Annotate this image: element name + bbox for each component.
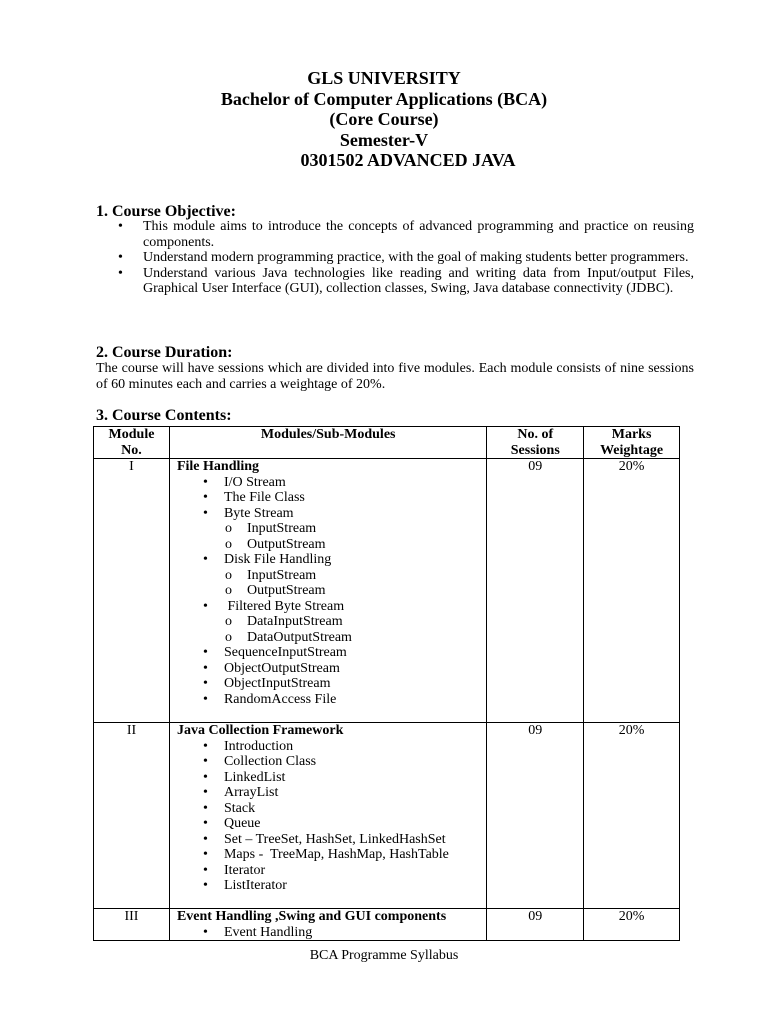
sub-module-item bbox=[177, 878, 486, 894]
sub-module-label: Filtered Byte Stream bbox=[223, 598, 345, 614]
duration-text: The course will have sessions which are divided into five modules. Each module consists of nine sessions of 60 minutes each and carries a weightage of 20%. bbox=[96, 361, 694, 392]
sub-module-label: ArrayList bbox=[223, 785, 279, 800]
col-header-sessions: No. of Sessions bbox=[487, 427, 584, 459]
module-no: I bbox=[94, 459, 170, 723]
sub-sub-module-item: o DataOutputStream bbox=[224, 630, 486, 646]
sub-module-item bbox=[177, 490, 486, 506]
program-name: Bachelor of Computer Applications (BCA) bbox=[220, 88, 548, 109]
col-header-weightage: Marks Weightage bbox=[584, 427, 680, 459]
module-sessions: 09 bbox=[487, 909, 584, 941]
sub-module-item bbox=[177, 661, 486, 677]
footer-text: BCA Programme Syllabus bbox=[309, 948, 459, 963]
sub-module-item bbox=[177, 599, 486, 646]
module-title: File Handling bbox=[176, 459, 260, 474]
module-content bbox=[169, 723, 486, 909]
table-row bbox=[94, 723, 680, 909]
course-type: (Core Course) bbox=[329, 109, 439, 129]
contents-heading: 3. Course Contents: bbox=[96, 407, 232, 424]
sub-sub-module-item: o OutputStream bbox=[224, 583, 486, 599]
sub-module-item bbox=[177, 475, 486, 491]
module-no: II bbox=[94, 723, 170, 909]
course-code-title: 0301502 ADVANCED JAVA bbox=[300, 150, 516, 170]
sub-module-list bbox=[177, 475, 486, 708]
sub-module-label: LinkedList bbox=[223, 769, 286, 785]
sub-module-label: RandomAccess File bbox=[223, 691, 337, 707]
module-content bbox=[169, 459, 486, 723]
sub-module-label: Byte Stream bbox=[223, 505, 294, 521]
course-contents-table bbox=[93, 426, 680, 941]
objective-point: • Understand various Java technologies like reading and writing data from Input/output Files, Graphical User Interface (GUI), collection classes, Swing, Java database connectivity (JDBC). bbox=[96, 266, 694, 297]
objective-list bbox=[96, 219, 694, 297]
module-title: Event Handling ,Swing and GUI components bbox=[176, 909, 447, 924]
sub-module-label: Introduction bbox=[223, 738, 294, 754]
semester: Semester-V bbox=[339, 129, 429, 150]
sub-module-item bbox=[177, 506, 486, 553]
sub-module-label: The File Class bbox=[223, 490, 305, 505]
sub-module-item bbox=[177, 801, 486, 817]
sub-module-list bbox=[177, 739, 486, 894]
objective-heading: 1. Course Objective: bbox=[96, 203, 236, 220]
sub-module-label: Collection Class bbox=[223, 754, 317, 769]
sub-module-item bbox=[177, 925, 486, 941]
sub-sub-module-item: o InputStream bbox=[224, 521, 486, 537]
sub-module-label: Disk File Handling bbox=[223, 552, 332, 567]
sub-module-label: Set – TreeSet, HashSet, LinkedHashSet bbox=[223, 831, 446, 847]
sub-module-list bbox=[177, 925, 486, 941]
sub-module-item bbox=[177, 832, 486, 848]
module-content bbox=[169, 909, 486, 941]
document-header bbox=[0, 68, 768, 171]
table-header-row bbox=[94, 427, 680, 459]
module-weightage: 20% bbox=[584, 459, 680, 723]
sub-module-label: I/O Stream bbox=[223, 474, 286, 490]
table-row bbox=[94, 459, 680, 723]
sub-module-label: ListIterator bbox=[223, 878, 287, 893]
module-weightage: 20% bbox=[584, 909, 680, 941]
sub-module-item bbox=[177, 754, 486, 770]
sub-sub-module-list bbox=[224, 521, 486, 552]
sub-module-label: Stack bbox=[223, 800, 256, 816]
module-sessions: 09 bbox=[487, 459, 584, 723]
sub-sub-module-item: o DataInputStream bbox=[224, 614, 486, 630]
university-name: GLS UNIVERSITY bbox=[307, 68, 461, 88]
sub-module-label: Iterator bbox=[223, 862, 266, 878]
sub-module-label: Event Handling bbox=[223, 924, 313, 940]
sub-module-item bbox=[177, 739, 486, 755]
module-title: Java Collection Framework bbox=[176, 723, 344, 738]
module-weightage: 20% bbox=[584, 723, 680, 909]
sub-module-item bbox=[177, 676, 486, 692]
sub-module-item bbox=[177, 863, 486, 879]
col-header-modules: Modules/Sub-Modules bbox=[169, 427, 486, 459]
sub-sub-module-list bbox=[224, 568, 486, 599]
sub-sub-module-list bbox=[224, 614, 486, 645]
sub-module-item bbox=[177, 645, 486, 661]
sub-module-label: SequenceInputStream bbox=[223, 645, 347, 660]
objective-point: • Understand modern programming practice, with the goal of making students better programmers. bbox=[96, 250, 694, 266]
module-no: III bbox=[94, 909, 170, 941]
sub-module-label: Maps - TreeMap, HashMap, HashTable bbox=[223, 847, 449, 862]
sub-module-item bbox=[177, 847, 486, 863]
duration-heading: 2. Course Duration: bbox=[96, 344, 233, 361]
sub-module-label: ObjectOutputStream bbox=[223, 660, 340, 676]
module-sessions: 09 bbox=[487, 723, 584, 909]
sub-module-item bbox=[177, 692, 486, 708]
sub-module-item bbox=[177, 785, 486, 801]
sub-module-label: Queue bbox=[223, 816, 261, 831]
col-header-module-no: Module No. bbox=[94, 427, 170, 459]
sub-module-item bbox=[177, 816, 486, 832]
sub-module-label: ObjectInputStream bbox=[223, 676, 331, 691]
objective-point: • This module aims to introduce the concepts of advanced programming and practice on reusing components. bbox=[96, 219, 694, 250]
sub-module-item bbox=[177, 552, 486, 599]
sub-sub-module-item: o InputStream bbox=[224, 568, 486, 584]
sub-sub-module-item: o OutputStream bbox=[224, 537, 486, 553]
sub-module-item bbox=[177, 770, 486, 786]
table-row bbox=[94, 909, 680, 941]
